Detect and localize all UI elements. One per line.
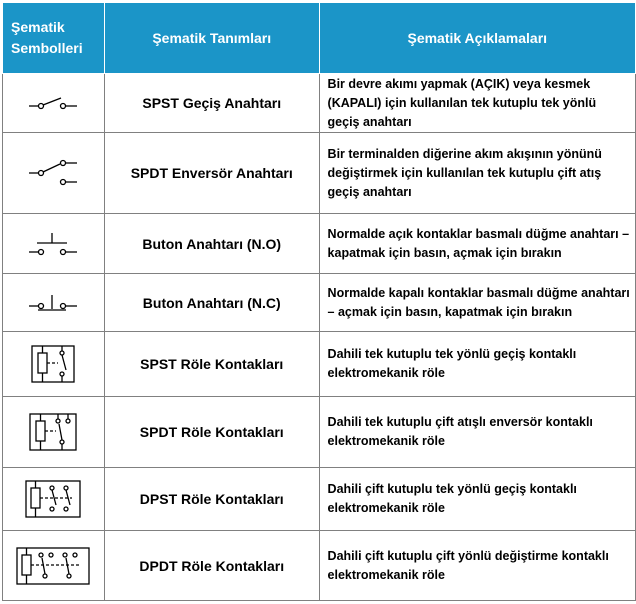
definition-cell: SPST Geçiş Anahtarı <box>104 74 319 133</box>
description-cell: Bir terminalden diğerine akım akışının yönünü değiştirmek için kullanılan tek kutuplu çift atış geçiş anahtarı <box>319 133 635 214</box>
push-button-nc-icon <box>23 291 83 315</box>
header-definitions: Şematik Tanımları <box>104 3 319 74</box>
description-cell: Dahili çift kutuplu çift yönlü değiştirme kontaklı elektromekanik röle <box>319 531 635 601</box>
symbol-cell <box>3 332 105 397</box>
table-row <box>3 468 636 531</box>
definition-cell: DPST Röle Kontakları <box>104 468 319 531</box>
dpst-relay-icon <box>20 477 86 521</box>
table-row <box>3 397 636 468</box>
dpdt-relay-icon <box>13 543 93 589</box>
push-button-no-icon <box>23 230 83 258</box>
definition-cell: SPST Röle Kontakları <box>104 332 319 397</box>
spst-switch-icon <box>23 93 83 113</box>
symbol-cell <box>3 397 105 468</box>
schematic-table <box>2 2 636 601</box>
definition-cell: Buton Anahtarı (N.O) <box>104 214 319 274</box>
symbol-cell <box>3 531 105 601</box>
description-cell: Normalde açık kontaklar basmalı düğme anahtarı – kapatmak için basın, açmak için bırakın <box>319 214 635 274</box>
description-cell: Bir devre akımı yapmak (AÇIK) veya kesmek (KAPALI) için kullanılan tek kutuplu tek yönlü geçiş anahtarı <box>319 74 635 133</box>
definition-cell: SPDT Röle Kontakları <box>104 397 319 468</box>
symbol-cell <box>3 133 105 214</box>
table-row <box>3 332 636 397</box>
description-cell: Dahili çift kutuplu tek yönlü geçiş kontaklı elektromekanik röle <box>319 468 635 531</box>
definition-cell: SPDT Enversör Anahtarı <box>104 133 319 214</box>
symbol-cell <box>3 468 105 531</box>
symbol-cell <box>3 214 105 274</box>
symbol-cell <box>3 274 105 332</box>
definition-cell: Buton Anahtarı (N.C) <box>104 274 319 332</box>
spdt-relay-icon <box>26 408 80 456</box>
definition-cell: DPDT Röle Kontakları <box>104 531 319 601</box>
header-descriptions: Şematik Açıklamaları <box>319 3 635 74</box>
header-row <box>3 3 636 74</box>
table-row <box>3 133 636 214</box>
description-cell: Dahili tek kutuplu tek yönlü geçiş kontaklı elektromekanik röle <box>319 332 635 397</box>
table-row <box>3 531 636 601</box>
table-row <box>3 274 636 332</box>
spdt-switch-icon <box>23 157 83 189</box>
table-row <box>3 74 636 133</box>
header-symbols: Şematik Sembolleri <box>3 3 105 74</box>
description-cell: Dahili tek kutuplu çift atışlı enversör kontaklı elektromekanik röle <box>319 397 635 468</box>
symbol-cell <box>3 74 105 133</box>
description-cell: Normalde kapalı kontaklar basmalı düğme anahtarı – açmak için basın, kapatmak için bırakın <box>319 274 635 332</box>
spst-relay-icon <box>28 342 78 386</box>
table-row <box>3 214 636 274</box>
